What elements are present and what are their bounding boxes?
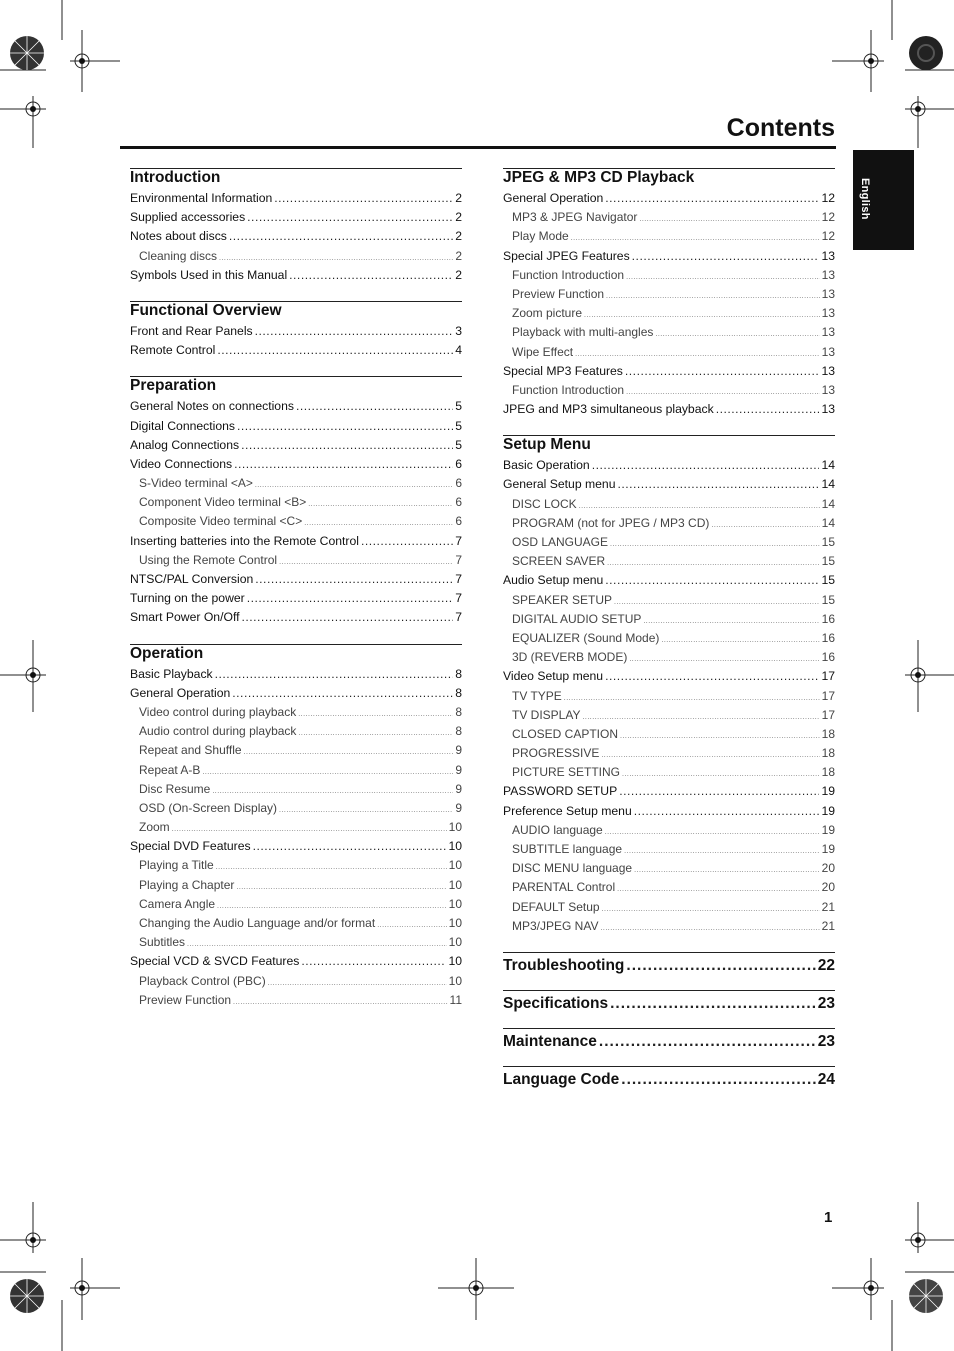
toc-entry-page: 2 xyxy=(455,248,462,263)
toc-entry-label: EQUALIZER (Sound Mode) xyxy=(512,630,660,645)
toc-entry-page: 19 xyxy=(821,784,835,799)
toc-entry-page: 9 xyxy=(455,781,462,796)
toc-entry-page: 6 xyxy=(455,476,462,491)
toc-entry-page: 5 xyxy=(455,437,462,452)
toc-entry-page: 8 xyxy=(455,666,462,681)
toc-entry-label: Function Introduction xyxy=(512,382,625,397)
toc-entry-label: OSD (On-Screen Display) xyxy=(139,800,278,815)
toc-entry-label: Special MP3 Features xyxy=(503,363,623,378)
toc-entry-label: DISC LOCK xyxy=(512,496,577,511)
toc-entry-label: MP3 & JPEG Navigator xyxy=(512,210,638,225)
toc-entry-page: 7 xyxy=(455,572,462,586)
toc-entry-page: 6 xyxy=(455,495,462,510)
toc-entry-page: 16 xyxy=(821,630,835,645)
toc-entry-page: 10 xyxy=(448,877,462,892)
toc-entry-page: 18 xyxy=(821,746,835,761)
toc-entry-label: Video control during playback xyxy=(139,704,297,719)
toc-entry-page: 13 xyxy=(821,267,835,282)
toc-entry-page: 12 xyxy=(821,210,835,225)
toc-entry-page: 12 xyxy=(821,191,835,205)
toc-entry-page: 13 xyxy=(821,344,835,359)
toc-entry-label: Remote Control xyxy=(130,343,216,358)
toc-entry-label: General Operation xyxy=(130,685,231,700)
toc-entry-label: Front and Rear Panels xyxy=(130,323,253,338)
toc-entry-page: 10 xyxy=(448,896,462,911)
toc-entry-label: S-Video terminal <A> xyxy=(139,476,253,491)
toc-entry-label: Zoom picture xyxy=(512,306,583,321)
toc-entry-page: 13 xyxy=(821,306,835,321)
toc-entry-label: PROGRESSIVE xyxy=(512,746,600,761)
toc-entry-page: 13 xyxy=(821,248,835,263)
page-title: Contents xyxy=(726,114,835,142)
toc-entry-label: Smart Power On/Off xyxy=(130,610,240,625)
toc-entry-label: Turning on the power xyxy=(130,591,245,606)
toc-entry-label: Zoom xyxy=(139,820,170,835)
toc-entry-label: SCREEN SAVER xyxy=(512,554,606,569)
starburst-marks xyxy=(10,36,943,1313)
toc-entry-page: 7 xyxy=(455,610,462,625)
toc-entry-label: Symbols Used in this Manual xyxy=(130,267,288,282)
toc-entry-page: 24 xyxy=(817,1070,835,1088)
toc-entry-label: Digital Connections xyxy=(130,418,236,433)
toc-entry-label: Preview Function xyxy=(139,992,232,1007)
toc-entry-label: Video Setup menu xyxy=(503,669,604,684)
toc-entry-label: General Notes on connections xyxy=(130,399,294,414)
toc-entry-page: 21 xyxy=(821,899,835,914)
toc-entry-page: 9 xyxy=(455,800,462,815)
toc-entry-label: TV TYPE xyxy=(512,688,562,703)
toc-entry-page: 6 xyxy=(455,514,462,529)
toc-entry-label: Specifications xyxy=(503,994,609,1012)
toc-entry-page: 12 xyxy=(821,229,835,244)
toc-entry-page: 2 xyxy=(455,210,462,225)
toc-entry-page: 10 xyxy=(448,954,462,969)
toc-entry-label: Notes about discs xyxy=(130,229,227,244)
toc-entry-page: 11 xyxy=(449,992,462,1007)
language-tab-label: English xyxy=(859,178,871,220)
toc-entry-page: 21 xyxy=(821,918,835,933)
page-number: 1 xyxy=(824,1209,833,1226)
toc-entry-label: Audio control during playback xyxy=(139,724,297,739)
toc-entry-page: 7 xyxy=(455,533,462,548)
toc-entry-label: AUDIO language xyxy=(512,822,603,837)
toc-entry-page: 19 xyxy=(821,822,835,837)
toc-entry-label: Special JPEG Features xyxy=(503,248,630,263)
toc-entry-label: PARENTAL Control xyxy=(512,880,616,895)
toc-entry-page: 17 xyxy=(821,688,835,703)
toc-entry-label: PROGRAM (not for JPEG / MP3 CD) xyxy=(512,515,710,530)
toc-entry-label: Video Connections xyxy=(130,456,233,471)
toc-entry-page: 23 xyxy=(817,994,835,1012)
toc-entry-page: 5 xyxy=(455,418,462,433)
toc-entry-label: SUBTITLE language xyxy=(512,842,623,856)
toc-entry-label: Playback with multi-angles xyxy=(512,325,654,340)
toc-entry-label: Playing a Title xyxy=(139,858,214,873)
toc-entry-page: 22 xyxy=(817,956,835,974)
toc-entry-page: 8 xyxy=(455,685,462,700)
toc-entry-page: 2 xyxy=(455,191,462,205)
section-heading: JPEG & MP3 CD Playback xyxy=(503,168,835,187)
toc-entry-label: Troubleshooting xyxy=(503,956,625,974)
toc-entry-label: MP3/JPEG NAV xyxy=(512,918,599,933)
toc-entry-page: 2 xyxy=(455,229,462,244)
toc-entry-label: Maintenance xyxy=(503,1032,597,1050)
section-heading: Setup Menu xyxy=(503,435,835,454)
toc-entry-page: 15 xyxy=(821,554,835,569)
toc-entry-page: 18 xyxy=(821,726,835,741)
toc-entry-page: 18 xyxy=(821,765,835,780)
toc-entry-label: Language Code xyxy=(503,1070,620,1088)
toc-entry-page: 13 xyxy=(821,286,835,301)
toc-entry-label: Inserting batteries into the Remote Control xyxy=(130,533,359,548)
toc-entry-label: 3D (REVERB MODE) xyxy=(512,650,628,665)
toc-entry-page: 8 xyxy=(455,724,462,739)
toc-entry-label: Cleaning discs xyxy=(139,248,218,263)
section-heading: Preparation xyxy=(130,376,462,395)
toc-entry-label: General Setup menu xyxy=(503,477,616,492)
toc-entry-page: 17 xyxy=(821,707,835,722)
toc-entry-label: DIGITAL AUDIO SETUP xyxy=(512,611,642,626)
toc-entry-label: Basic Operation xyxy=(503,458,590,473)
toc-entry-page: 2 xyxy=(455,267,462,282)
toc-entry-page: 8 xyxy=(455,704,462,719)
toc-entry-label: TV DISPLAY xyxy=(512,707,581,722)
toc-entry-page: 13 xyxy=(821,325,835,340)
toc-entry-label: Preference Setup menu xyxy=(503,803,632,818)
toc-entry-label: Repeat A-B xyxy=(139,762,201,777)
toc-entry-label: Playing a Chapter xyxy=(139,877,235,892)
toc-entry-label: Special DVD Features xyxy=(130,839,251,854)
toc-entry-label: Composite Video terminal <C> xyxy=(139,514,303,529)
toc-entry-page: 13 xyxy=(821,382,835,397)
toc-entry-page: 15 xyxy=(821,592,835,607)
toc-entry-page: 14 xyxy=(821,515,835,530)
toc-entry-page: 13 xyxy=(821,363,835,378)
toc-entry-label: Using the Remote Control xyxy=(139,552,278,567)
toc-entry-label: Subtitles xyxy=(139,935,186,950)
toc-entry-label: General Operation xyxy=(503,191,604,205)
toc-entry-page: 19 xyxy=(821,803,835,818)
toc-entry-page: 16 xyxy=(821,611,835,626)
toc-entry-label: Special VCD & SVCD Features xyxy=(130,954,300,969)
toc-entry-page: 4 xyxy=(455,343,462,358)
toc-entry-page: 10 xyxy=(448,820,462,835)
toc-entry-page: 16 xyxy=(821,650,835,665)
toc-entry-page: 15 xyxy=(821,535,835,549)
toc-entry-page: 15 xyxy=(821,573,835,588)
toc-entry-label: Wipe Effect xyxy=(512,344,574,359)
section-heading: Introduction xyxy=(130,168,462,187)
toc-entry-page: 14 xyxy=(821,458,835,473)
toc-entry-page: 13 xyxy=(821,402,835,417)
toc-entry-label: Environmental Information xyxy=(130,191,273,205)
section-heading: Functional Overview xyxy=(130,301,462,320)
toc-entry-label: Changing the Audio Language and/or format xyxy=(139,916,376,930)
toc-entry-page: 20 xyxy=(821,880,835,895)
toc-entry-label: Analog Connections xyxy=(130,437,240,452)
toc-entry-page: 10 xyxy=(448,973,462,988)
toc-entry-label: CLOSED CAPTION xyxy=(512,726,619,741)
toc-entry-label: Camera Angle xyxy=(139,896,216,911)
toc-entry-label: SPEAKER SETUP xyxy=(512,592,613,607)
toc-entry-label: Playback Control (PBC) xyxy=(139,973,266,988)
toc-entry-label: DISC MENU language xyxy=(512,861,633,876)
toc-entry-label: OSD LANGUAGE xyxy=(512,535,609,549)
toc-entry-label: Component Video terminal <B> xyxy=(139,495,307,510)
toc-entry-label: PICTURE SETTING xyxy=(512,765,621,780)
toc-entry-label: Play Mode xyxy=(512,229,569,244)
toc-entry-page: 7 xyxy=(455,552,462,567)
toc-entry-page: 20 xyxy=(821,861,835,876)
toc-entry-label: Supplied accessories xyxy=(130,210,246,225)
toc-entry-page: 6 xyxy=(455,456,462,471)
toc-entry-label: Repeat and Shuffle xyxy=(139,743,242,758)
toc-entry-label: PASSWORD SETUP xyxy=(503,784,618,799)
toc-entry-page: 23 xyxy=(817,1032,835,1050)
toc-entry-label: NTSC/PAL Conversion xyxy=(130,572,254,586)
toc-entry-page: 19 xyxy=(821,842,835,856)
toc-entry-page: 14 xyxy=(821,477,835,492)
toc-entry-page: 5 xyxy=(455,399,462,414)
toc-entry-page: 10 xyxy=(448,858,462,873)
toc-entry-label: Function Introduction xyxy=(512,267,625,282)
section-heading: Operation xyxy=(130,644,462,663)
toc-entry-label: Basic Playback xyxy=(130,666,213,681)
toc-entry-page: 3 xyxy=(455,323,462,338)
toc-entry-page: 17 xyxy=(821,669,835,684)
toc-entry-page: 9 xyxy=(455,762,462,777)
toc-entry-label: Preview Function xyxy=(512,286,605,301)
toc-entry-label: JPEG and MP3 simultaneous playback xyxy=(503,402,714,417)
toc-entry-page: 10 xyxy=(448,839,462,854)
toc-entry-page: 9 xyxy=(455,743,462,758)
toc-entry-label: Audio Setup menu xyxy=(503,573,604,588)
toc-entry-page: 10 xyxy=(448,935,462,950)
toc-entry-label: Disc Resume xyxy=(139,781,211,796)
toc-entry-page: 10 xyxy=(448,916,462,930)
toc-entry-page: 7 xyxy=(455,591,462,606)
toc-entry-page: 14 xyxy=(821,496,835,511)
toc-entry-label: DEFAULT Setup xyxy=(512,899,600,914)
